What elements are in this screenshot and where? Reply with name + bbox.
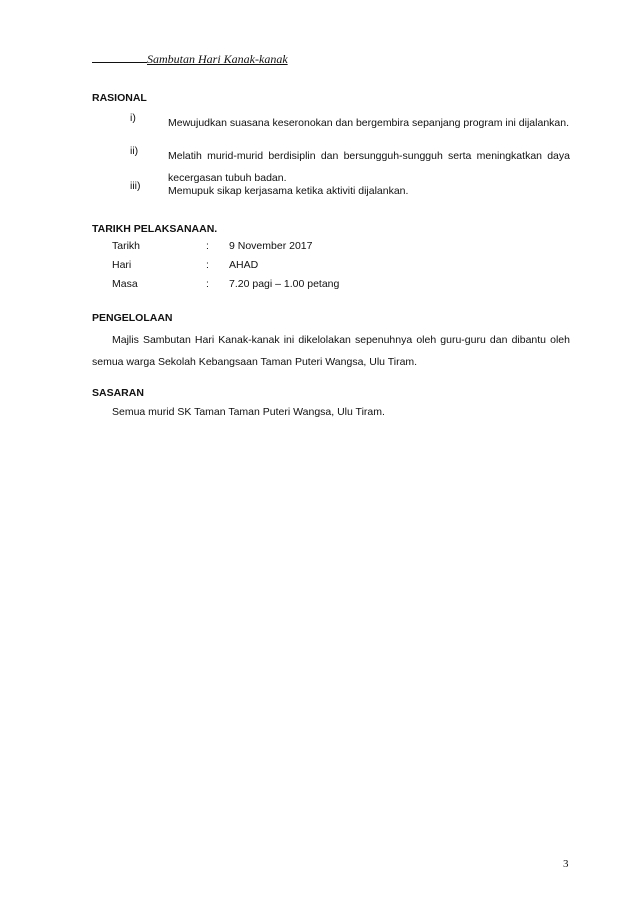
info-label: Hari [112, 259, 132, 271]
info-value: AHAD [229, 259, 259, 271]
info-value: 7.20 pagi – 1.00 petang [229, 278, 340, 290]
pengelolaan-paragraph: Majlis Sambutan Hari Kanak-kanak ini dikelolakan sepenuhnya oleh guru-guru dan dibantu oleh semua warga Sekolah Kebangsaan Taman Puteri Wangsa, Ulu Tiram. [92, 334, 570, 368]
info-colon: : [206, 278, 209, 290]
list-item-text: Mewujudkan suasana keseronokan dan bergembira sepanjang program ini dijalankan. [168, 117, 570, 129]
section-heading-tarikh: TARIKH PELAKSANAAN. [92, 223, 218, 235]
list-item-number: ii) [130, 145, 139, 157]
info-label: Tarikh [112, 240, 141, 252]
header-rule [92, 53, 147, 63]
info-label: Masa [112, 278, 138, 290]
sasaran-text: Semua murid SK Taman Taman Puteri Wangsa, Ulu Tiram. [112, 406, 385, 418]
info-value: 9 November 2017 [229, 240, 313, 252]
section-heading-sasaran: SASARAN [92, 387, 144, 399]
info-colon: : [206, 240, 209, 252]
section-heading-pengelolaan: PENGELOLAAN [92, 312, 173, 324]
list-item-text: Memupuk sikap kerjasama ketika aktiviti dijalankan. [168, 185, 409, 197]
page-header [92, 52, 288, 67]
header-title: Sambutan Hari Kanak-kanak [147, 52, 288, 66]
section-heading-rasional: RASIONAL [92, 92, 147, 104]
info-colon: : [206, 259, 209, 271]
list-item-text: Melatih murid-murid berdisiplin dan bersungguh-sungguh serta meningkatkan daya kecergasan tubuh badan. [168, 150, 570, 184]
list-item-number: iii) [130, 180, 141, 192]
page-number: 3 [563, 858, 569, 870]
list-item-number: i) [130, 112, 136, 124]
